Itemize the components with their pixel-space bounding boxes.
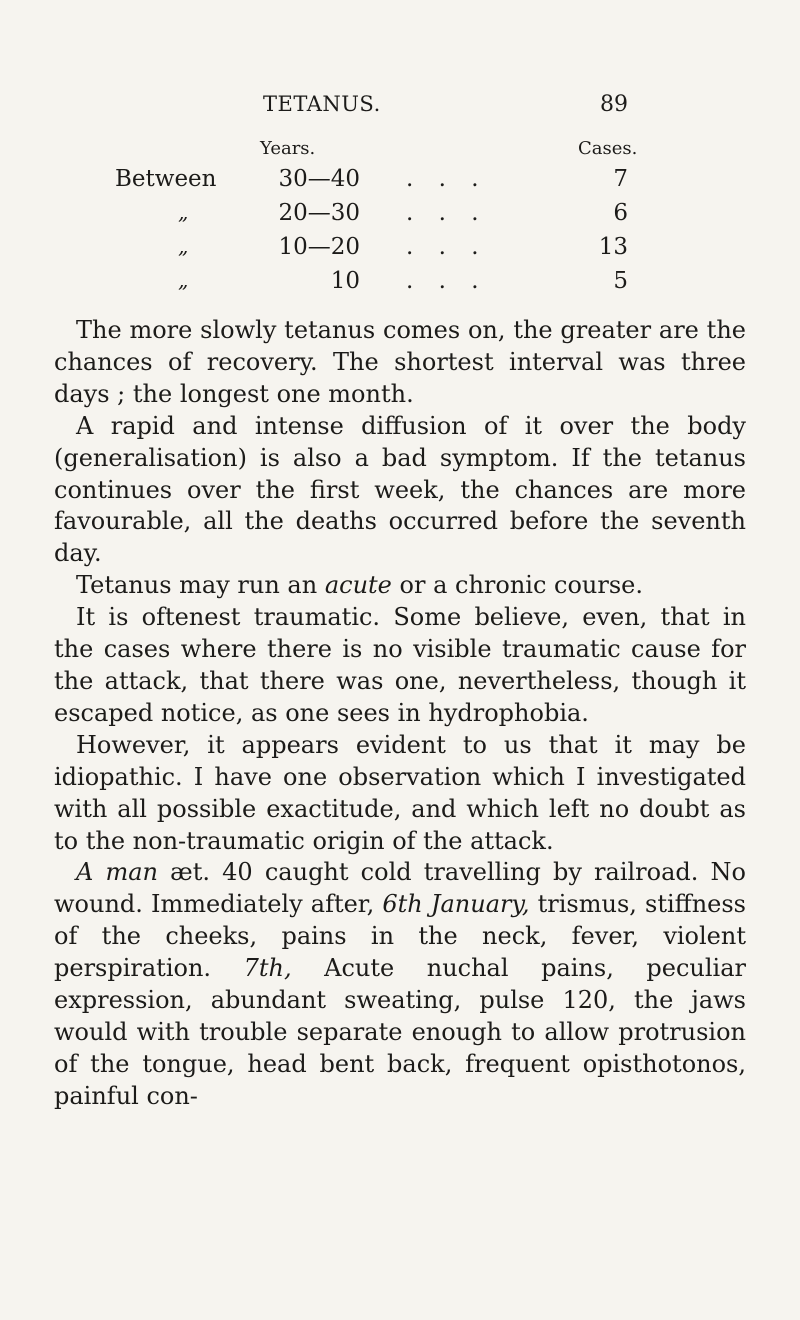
paragraph-text: æt. 40 caught cold travelling by railroad. No wound. Immediately after, <box>54 858 747 919</box>
table-row <box>0 200 800 232</box>
row-range: 30—40 <box>278 166 360 192</box>
page-number: 89 <box>600 92 628 117</box>
paragraph <box>54 730 746 858</box>
paragraph <box>54 857 746 1112</box>
row-leader-dots: . . . <box>406 200 488 226</box>
paragraph <box>54 315 746 411</box>
paragraph-text: It is oftenest traumatic. Some believe, even, that in the cases where there is no visible traumatic cause for the attack, that there was one, nevertheless, though it escaped notice, as one sees in hydrophobia. <box>54 603 746 727</box>
row-range: 10—20 <box>278 234 360 260</box>
row-label: „ <box>178 268 189 292</box>
table-row <box>0 166 800 198</box>
row-label: „ <box>178 234 189 258</box>
paragraph-text: Acute nuchal pains, peculiar expression, abundant sweating, pulse 120, the jaws would with trouble separate enough to allow protrusion of the tongue, head bent back, frequent opisthotonos, painful con- <box>54 954 746 1110</box>
row-value: 6 <box>613 200 628 226</box>
paragraph-text: Tetanus may run an <box>76 571 325 600</box>
emphasis: 7th, <box>243 954 292 983</box>
table-row <box>0 234 800 266</box>
page-header <box>0 92 800 122</box>
emphasis: A man <box>76 858 159 887</box>
row-leader-dots: . . . <box>406 268 488 294</box>
row-range: 20—30 <box>278 200 360 226</box>
row-range: 10 <box>330 268 360 294</box>
emphasis: 6th January, <box>382 890 530 919</box>
running-title: TETANUS. <box>263 92 381 116</box>
column-header-years: Years. <box>260 138 316 159</box>
emphasis: acute <box>324 571 392 600</box>
row-label: „ <box>178 200 189 224</box>
paragraph-text: A rapid and intense diffusion of it over the body (generalisation) is also a bad symptom. If the tetanus continues over the first week, the chances are more favourable, all the deaths occurred before the seventh day. <box>54 411 746 568</box>
paragraph-text: or a chronic course. <box>391 571 643 600</box>
row-value: 5 <box>613 268 628 294</box>
row-leader-dots: . . . <box>406 234 488 260</box>
row-value: 7 <box>613 166 628 192</box>
row-label: Between <box>115 166 217 192</box>
paragraph <box>54 602 746 730</box>
paragraph <box>54 570 746 602</box>
body-text <box>54 315 746 1113</box>
row-leader-dots: . . . <box>406 166 488 192</box>
row-value: 13 <box>598 234 628 260</box>
column-header-cases: Cases. <box>578 138 638 159</box>
paragraph-text: trismus, stiffness of the cheeks, pains in the neck, fever, violent perspiration. <box>54 890 747 983</box>
table-row <box>0 268 800 300</box>
paragraph <box>54 411 746 571</box>
paragraph-text: The more slowly tetanus comes on, the greater are the chances of recovery. The shortest interval was three days ; the longest one month. <box>54 316 746 408</box>
paragraph-text: However, it appears evident to us that it may be idiopathic. I have one observation which I investigated with all possible exactitude, and which left no doubt as to the non-traumatic origin of the attack. <box>54 730 746 855</box>
